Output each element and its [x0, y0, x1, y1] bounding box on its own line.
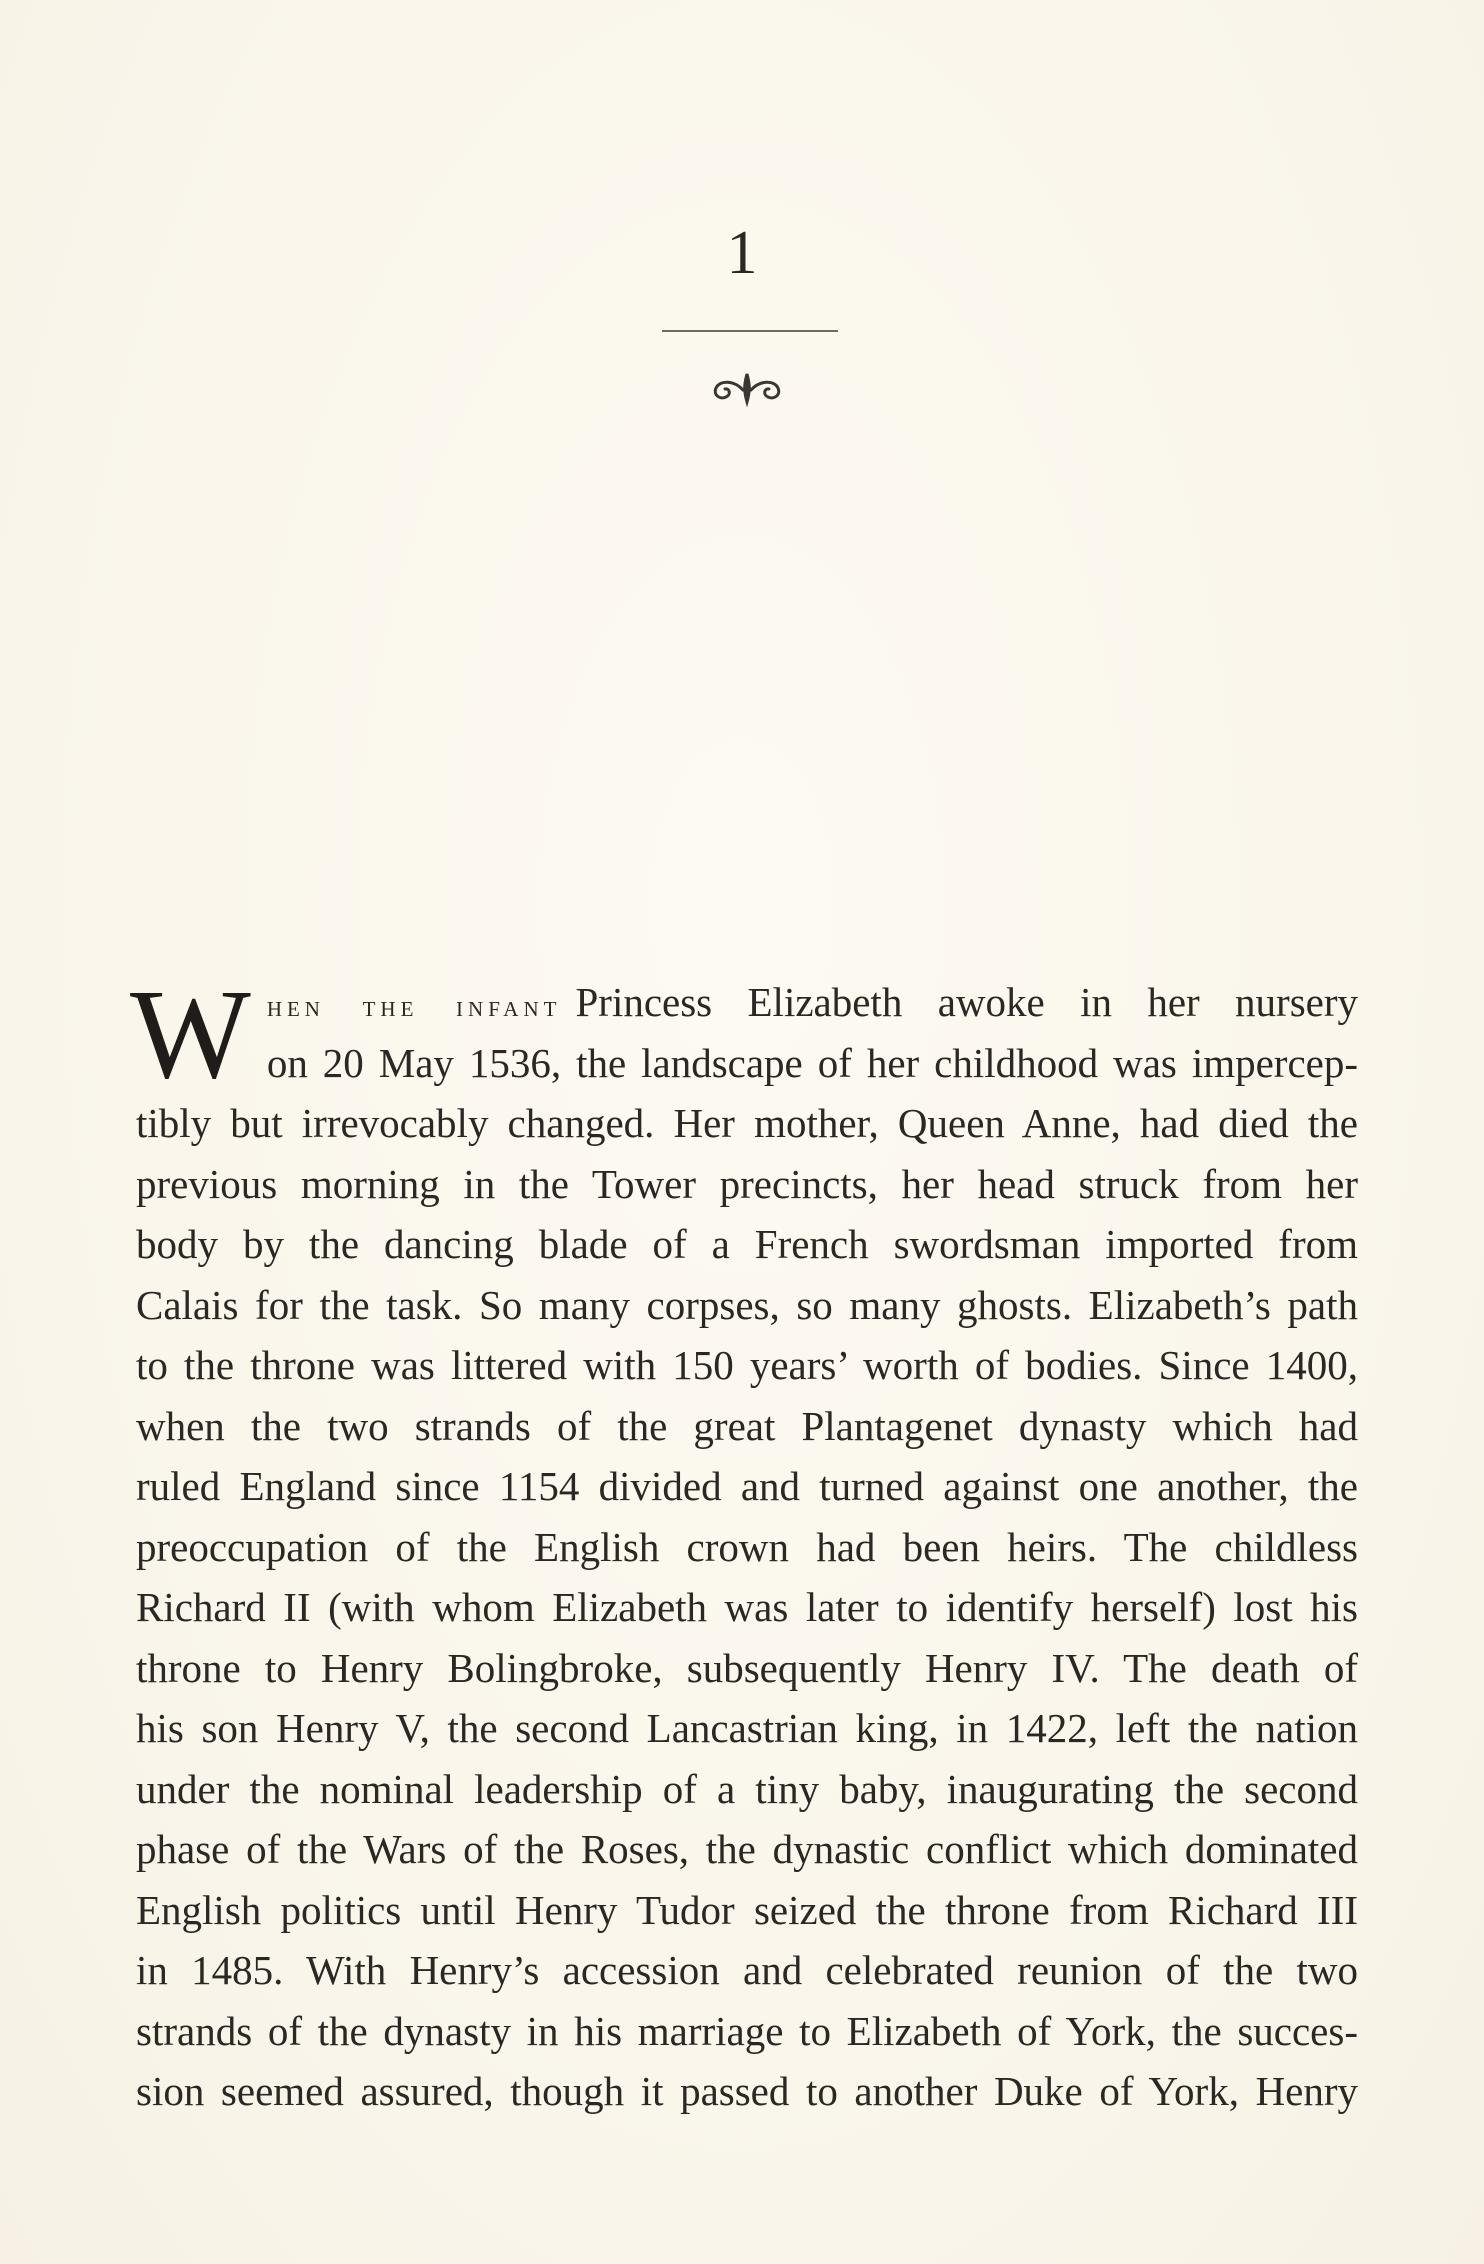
- paragraph-line: Richard II (with whom Elizabeth was later to identify herself) lost his: [136, 1584, 1358, 1630]
- paragraph-line: throne to Henry Bolingbroke, subsequently Henry IV. The death of: [136, 1644, 1358, 1691]
- paragraph-line: tibly but irrevocably changed. Her mother, Queen Anne, had died the: [136, 1100, 1358, 1146]
- paragraph-line: Calais for the task. So many corpses, so many ghosts. Elizabeth’s path: [136, 1281, 1358, 1328]
- paragraph-line: to the throne was littered with 150 years’ worth of bodies. Since 1400,: [136, 1342, 1358, 1388]
- paragraph-line: sion seemed assured, though it passed to another Duke of York, Henry: [136, 2068, 1358, 2114]
- paragraph-line: when the two strands of the great Plantagenet dynasty which had: [136, 1402, 1358, 1449]
- paragraph-line: phase of the Wars of the Roses, the dynastic conflict which dominated: [136, 1826, 1358, 1872]
- paragraph-line: [136, 972, 1358, 1033]
- paragraph-line: his son Henry V, the second Lancastrian king, in 1422, left the nation: [136, 1705, 1358, 1751]
- chapter-number: 1: [726, 219, 758, 287]
- paragraph-line: under the nominal leadership of a tiny baby, inaugurating the second: [136, 1765, 1358, 1812]
- paragraph-line: previous morning in the Tower precincts, her head struck from her: [136, 1160, 1358, 1207]
- paragraph-line: preoccupation of the English crown had been heirs. The childless: [136, 1523, 1358, 1570]
- paragraph-line: ruled England since 1154 divided and turned against one another, the: [136, 1463, 1358, 1509]
- paragraph-line: body by the dancing blade of a French swordsman imported from: [136, 1221, 1358, 1267]
- paragraph-line: in 1485. With Henry’s accession and celebrated reunion of the two: [136, 1947, 1358, 1993]
- paragraph-line: English politics until Henry Tudor seized the throne from Richard III: [136, 1886, 1358, 1933]
- drop-cap: W: [130, 963, 251, 1105]
- paragraph-line: on 20 May 1536, the landscape of her childhood was impercep-: [266, 1039, 1358, 1086]
- paragraph-line: strands of the dynasty in his marriage to Elizabeth of York, the succes-: [136, 2007, 1358, 2054]
- lead-in-small-caps: hen the infant: [266, 990, 562, 1023]
- chapter-opening-paragraph: [130, 963, 1359, 2122]
- paragraph-line-text: Princess Elizabeth awoke in her nursery: [575, 979, 1359, 1025]
- fleuron-ornament-icon: [706, 368, 788, 408]
- chapter-divider-rule: [662, 330, 838, 332]
